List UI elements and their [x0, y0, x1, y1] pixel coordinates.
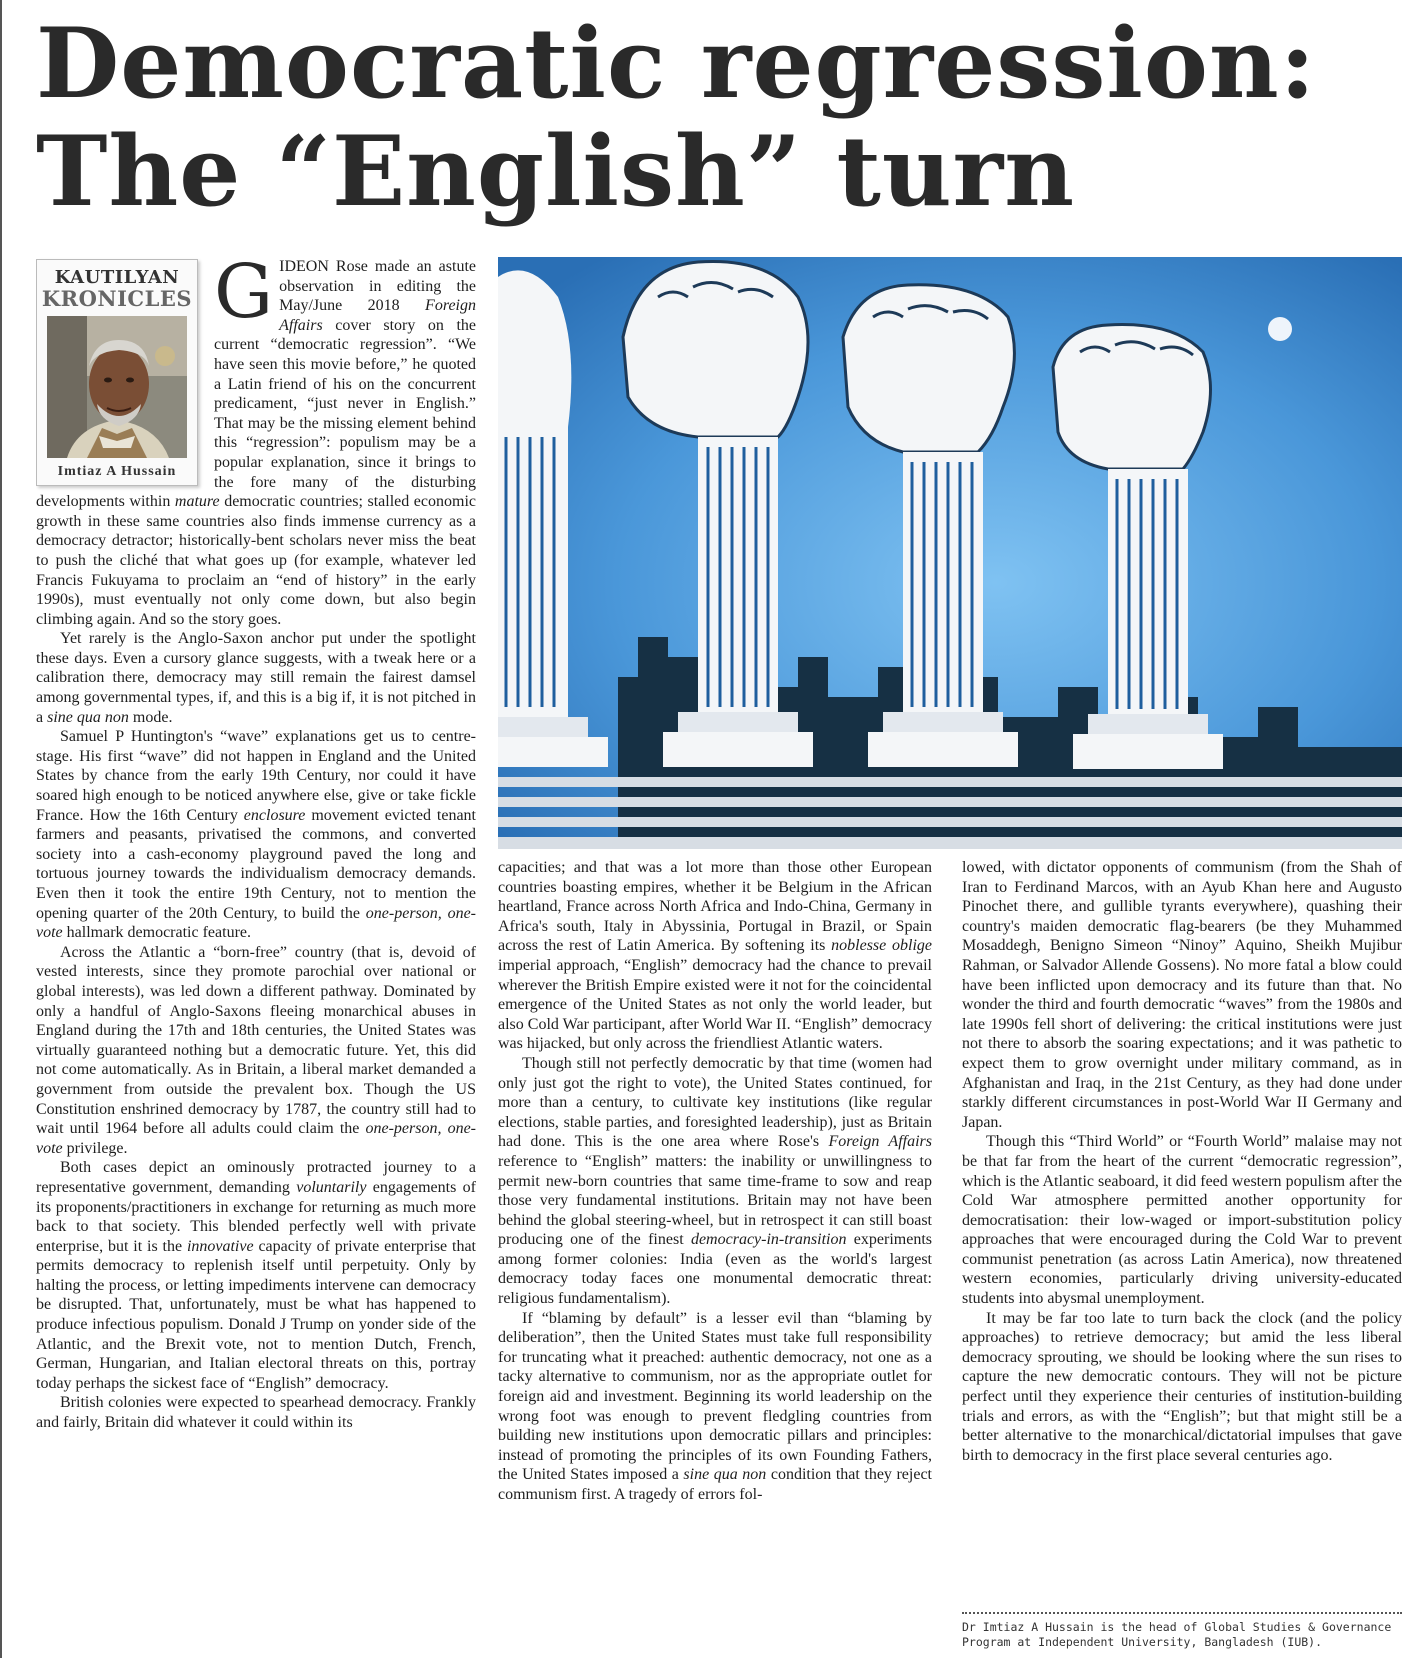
drop-cap: G — [214, 257, 274, 335]
headline — [36, 7, 1376, 228]
author-name: Imtiaz A Hussain — [57, 464, 177, 479]
author-footnote: Dr Imtiaz A Hussain is the head of Global Studies & Governance Program at Independent University, Bangladesh (IUB). — [962, 1620, 1392, 1649]
paragraph: If “blaming by default” is a lesser evil than “blaming by deliberation”, then the United States must take full responsibility for truncating what it preached: authentic democracy, not one as a tacky alternative to communism, nor as the appropriate outlet for foreign aid and investment. Beginning its world leadership on the wrong foot was enough to prevent fledgling countries from building new institutions upon democratic pillars and principles: instead of promoting the principles of its own Founding Fathers, the United States imposed a sine qua non condition that they reject communism first. A tragedy of errors fol- — [498, 1309, 932, 1503]
column-name-line-1: KAUTILYAN — [54, 267, 180, 288]
paragraph: GIDEON Rose made an astute observation in editing the May/June 2018 Foreign Affairs cover story on the current “democratic regression”. “We have seen this movie before,” he quoted a Latin friend of his on the concurrent predicament, “just never in English.” That may be the missing element behind this “regression”: populism may be a popular explanation, since it brings to the fore many of the disturbing developments within mature democratic countries; stalled economic growth in these same countries also finds immense currency as a democracy detractor; historically-bent scholars never miss the beat to push the cliché that what goes up (for example, whatever led Francis Fukuyama to proclaim an “end of history” in the early 1990s), must eventually not only come down, but also begin climbing again. And so the story goes. — [36, 257, 476, 628]
paragraph: Though this “Third World” or “Fourth World” malaise may not be that far from the heart of the current “democratic regression”, which is the Atlantic seaboard, it did feed western populism after the Cold War atmosphere permitted another opportunity for democratisation: their low-waged or import-substitution policy approaches that were encouraged during the Cold War to prevent communist penetration (as across Latin America), now threatened western economies, particularly driving university-educated students into abysmal unemployment. — [962, 1133, 1402, 1308]
column-name-line-2: KRONICLES — [41, 286, 193, 311]
left-column-rule — [0, 0, 2, 1658]
paragraph: Though still not perfectly democratic by that time (women had only just got the right to vote), the United States continued, for more than a century, to cultivate key institutions (like regular elections, stable parties, and foresighted leadership), just as Britain had done. This is the one area where Rose's Foreign Affairs reference to “English” matters: the inability or unwillingness to permit new-born countries that same time-frame to sow and reap those very fundamental institutions. Britain may not have been behind the global steering-wheel, but in retrospect it can still boast producing one of the finest democracy-in-transition experiments among former colonies: India (even as the world's largest democracy today faces one monumental democratic threat: religious fundamentalism). — [498, 1054, 932, 1308]
paragraph: lowed, with dictator opponents of communism (from the Shah of Iran to Ferdinand Marcos, with an Ayub Khan here and Augusto Pinochet there, and gullible tyrants everywhere), quashing their country's maiden democratic flag-bearers (be they Muhammed Mosaddegh, Benigno Simeon “Ninoy” Aquino, Sheikh Mujibur Rahman, or Salvador Allende Gossens). No more fatal a blow could have been inflicted upon democracy and its future than that. No wonder the third and fourth democratic “waves” from the 1980s and late 1990s fell short of delivering: the critical institutions were just not there to absorb the soaring expectations; and it was pathetic to expect them to grow overnight under military command, as in Afghanistan and Iraq, in the 21st Century, as they had done under starkly different circumstances in post-World War II Germany and Japan. — [962, 859, 1402, 1131]
paragraph: capacities; and that was a lot more than those other European countries boasting empires, whether it be Belgium in the African heartland, France across North Africa and Indo-China, Germany in Africa's south, Italy in Abyssinia, Portugal in Brazil, or Spain across the rest of Latin America. By softening its noblesse oblige imperial approach, “English” democracy had the chance to prevail wherever the British Empire existed were it not for the coincidental emergence of the United States as not only the world leader, but also Cold War participant, after World War II. “English” democracy was hijacked, but only across the friendliest Atlantic waters. — [498, 859, 932, 1053]
paragraph: Across the Atlantic a “born-free” country (that is, devoid of vested interests, since they promote parochial over national or global interests), was led down a different pathway. Dominated by only a handful of Anglo-Saxons fleeing monarchical abuses in England during the 17th and 18th centuries, the United States was virtually guaranteed nothing but a democratic future. Yet, this did not come automatically. As in Britain, a liberal market demanded a government from outside the prevalent box. Though the US Constitution enshrined democracy by 1787, the country still had to wait until 1964 before all adults could claim the one-person, one-vote privilege. — [36, 943, 476, 1157]
footnote-divider — [962, 1612, 1402, 1614]
article-column-3 — [962, 858, 1402, 1598]
author-portrait — [47, 316, 187, 458]
paragraph: It may be far too late to turn back the clock (and the policy approaches) to retrieve democracy; but amid the less liberal democracy sprouting, we should be looking where the sun rises to capture the new democratic contours. They will not be picture perfect until they experience their centuries of institution-building trials and errors, as with the “English”; but that might still be a better alternative to the monarchical/dictatorial impulses that gave birth to democracy in the first place several centuries ago. — [962, 1309, 1402, 1464]
moon-icon — [1268, 317, 1292, 341]
headline-line-2: The “English” turn — [36, 115, 1075, 228]
headline-line-1: Democratic regression: — [36, 7, 1317, 120]
paragraph: Samuel P Huntington's “wave” explanations get us to centre-stage. His first “wave” did not happen in England and the United States by chance from the early 19th Century, nor could it have soared high enough to be noticed anywhere else, give or take fickle France. How the 16th Century enclosure movement evicted tenant farmers and peasants, privatised the commons, and converted society into a cash-economy playground paved the long and tortuous journey towards the individualism democracy demands. Even then it took the entire 19th Century, not to mention the opening quarter of the 20th Century, to build the one-person, one-vote hallmark democratic feature. — [36, 728, 476, 942]
article-column-2 — [498, 858, 932, 1655]
paragraph: Both cases depict an ominously protracted journey to a representative government, demanding voluntarily engagements of its proponents/practitioners in exchange for returning as much more back to that society. This blended perfectly well with private enterprise, but it is the innovative capacity of private enterprise that permits democracy to replenish itself until perpetuity. Only by halting the process, or letting impediments intervene can democracy be disrupted. That, unfortunately, must be what has happened to produce infectious populism. Donald J Trump on yonder side of the Atlantic, and the Brexit vote, not to mention Dutch, French, German, Hungarian, and Italian electoral threats on this, portray today perhaps the sickest face of “English” democracy. — [36, 1159, 476, 1392]
raised-fists-illustration — [498, 257, 1402, 849]
article-column-1 — [36, 257, 476, 1655]
byline-box — [36, 259, 198, 486]
paragraph: Yet rarely is the Anglo-Saxon anchor put under the spotlight these days. Even a cursory glance suggests, with a tweak here or a calibration there, democracy may still remain the fairest damsel among governmental types, if, and this is a big if, it is not pitched in a sine qua non mode. — [36, 630, 476, 726]
paragraph: British colonies were expected to spearhead democracy. Frankly and fairly, Britain did whatever it could within its — [36, 1394, 476, 1432]
